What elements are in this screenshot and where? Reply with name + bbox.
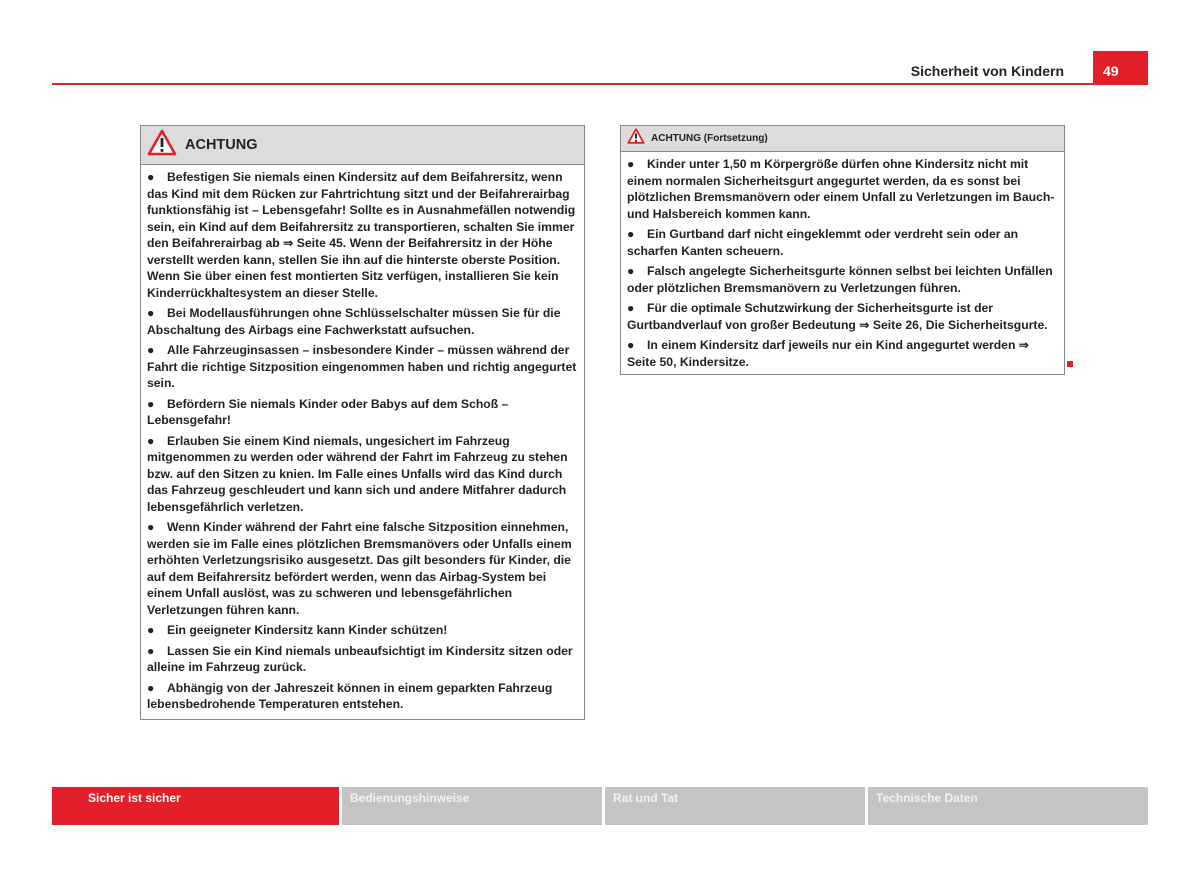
tab-technische-daten[interactable]: Technische Daten xyxy=(868,787,1148,825)
warning-title: ACHTUNG (Fortsetzung) xyxy=(651,133,768,144)
warning-item: ● Lassen Sie ein Kind niemals unbeaufsichtigt im Kindersitz sitzen oder alleine im Fahrzeug zurück. xyxy=(147,643,573,674)
warning-triangle-icon xyxy=(147,129,177,161)
warning-item: ● Bei Modellausführungen ohne Schlüsselschalter müssen Sie für die Abschaltung des Airbags eine Fachwerkstatt aufsuchen. xyxy=(147,306,561,337)
warning-header xyxy=(621,126,1064,152)
warning-item: ● Erlauben Sie einem Kind niemals, ungesichert im Fahrzeug mitgenommen zu werden oder während der Fahrt im Fahrzeug zu stehen bzw. auf den Sitzen zu knien. Im Falle eines Unfalls wird das Kind durch das Fahrzeug geschleudert und kann sich und andere Mitfahrer dadurch lebensgefährlich verletzen. xyxy=(147,433,568,514)
header-rule xyxy=(52,83,1148,85)
warning-item: ● Falsch angelegte Sicherheitsgurte können selbst bei leichten Unfällen oder plötzlichen Bremsmanövern zu Verletzungen führen. xyxy=(627,264,1053,295)
section-title: Sicherheit von Kindern xyxy=(910,63,1064,79)
warning-body xyxy=(621,152,1064,379)
warning-item: ● Für die optimale Schutzwirkung der Sicherheitsgurte ist der Gurtbandverlauf von großer Bedeutung ⇒ Seite 26, Die Sicherheitsgurte. xyxy=(627,301,1048,332)
tab-sicher-ist-sicher[interactable]: Sicher ist sicher xyxy=(52,787,339,825)
warning-item: ● Alle Fahrzeuginsassen – insbesondere Kinder – müssen während der Fahrt die richtige Sitzposition eingenommen haben und richtig angegurtet sein. xyxy=(147,343,577,390)
warning-item: ● Ein geeigneter Kindersitz kann Kinder schützen! xyxy=(147,623,448,637)
warning-box-left xyxy=(140,125,585,720)
footer-chapter-tabs xyxy=(52,787,1148,825)
warning-item: ● Befestigen Sie niemals einen Kindersitz auf dem Beifahrersitz, wenn das Kind mit dem Rücken zur Fahrtrichtung sitzt und der Beifahrerairbag funktionsfähig ist – Lebensgefahr! Sollte es in Ausnahmefällen notwendig sein, ein Kind auf dem Beifahrersitz zu transportieren, schalten Sie immer den Beifahrerairbag ab ⇒ Seite 45. Wenn der Beifahrersitz in der Höhe verstellt werden kann, stellen Sie ihn auf die hinterste oberste Position. Wenn Sie über einen fest montierten Sitz verfügen, installieren Sie kein Kinderrückhaltesystem an dieser Stelle. xyxy=(147,170,576,300)
page-number: 49 xyxy=(1093,51,1148,85)
warning-item: ● Abhängig von der Jahreszeit können in einem geparkten Fahrzeug lebensbedrohende Temperaturen entstehen. xyxy=(147,680,553,711)
warning-item: ● Wenn Kinder während der Fahrt eine falsche Sitzposition einnehmen, werden sie im Falle eines plötzlichen Bremsmanövers oder Unfalls einem erhöhten Verletzungsrisiko ausgesetzt. Das gilt besonders für Kinder, die auf dem Beifahrersitz befördert werden, wenn das Airbag-System bei einem Unfall auslöst, was zu schweren und lebensgefährlichen Verletzungen führen kann. xyxy=(147,520,572,617)
warning-box-right xyxy=(620,125,1065,375)
warning-item: ● In einem Kindersitz darf jeweils nur ein Kind angegurtet werden ⇒ Seite 50, Kindersitze. xyxy=(627,338,1029,369)
warning-item: ● Kinder unter 1,50 m Körpergröße dürfen ohne Kindersitz nicht mit einem normalen Sicherheitsgurt angegurtet werden, da es sonst bei plötzlichen Bremsmanövern oder einem Unfall zu Verletzungen im Bauch- und Halsbereich kommen kann. xyxy=(627,157,1055,221)
warning-title: ACHTUNG xyxy=(185,137,258,153)
section-end-marker xyxy=(1067,361,1073,367)
tab-bedienungshinweise[interactable]: Bedienungshinweise xyxy=(342,787,602,825)
warning-item: ● Befördern Sie niemals Kinder oder Babys auf dem Schoß – Lebensgefahr! xyxy=(147,396,509,427)
warning-item: ● Ein Gurtband darf nicht eingeklemmt oder verdreht sein oder an scharfen Kanten scheuern. xyxy=(627,227,1019,258)
warning-header xyxy=(141,126,584,165)
warning-body xyxy=(141,165,584,722)
warning-triangle-icon xyxy=(627,128,645,149)
tab-rat-und-tat[interactable]: Rat und Tat xyxy=(605,787,865,825)
